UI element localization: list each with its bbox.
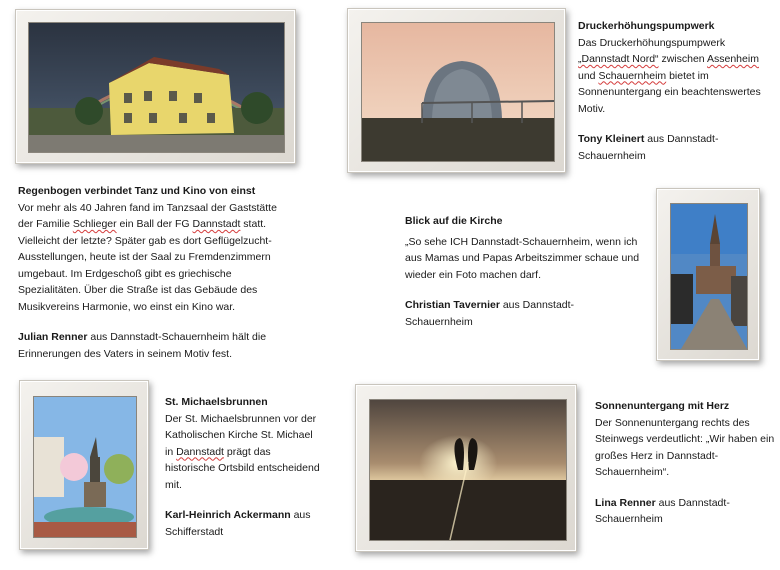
kirche-image bbox=[671, 204, 747, 349]
article-heading: Blick auf die Kirche bbox=[405, 215, 503, 227]
author-name: Tony Kleinert bbox=[578, 133, 645, 145]
author-name: Lina Renner bbox=[595, 496, 656, 509]
photo-pumpwerk bbox=[361, 22, 555, 162]
article-author: Tony Kleinert aus Dannstadt-Schauernheim bbox=[578, 133, 719, 162]
article-druckerhoehung bbox=[578, 18, 774, 164]
article-regenbogen bbox=[18, 183, 290, 362]
article-brunnen bbox=[165, 394, 323, 540]
article-body: Der Sonnenuntergang rechts des Steinwegs verdeutlicht: „Wir haben ein großes Herz in Dannstadt-Schauernheim“. bbox=[595, 416, 775, 478]
article-heading: Druckerhöhungspumpwerk bbox=[578, 20, 715, 32]
author-name: Julian Renner bbox=[18, 331, 88, 343]
article-heading: Regenbogen verbindet Tanz und Kino von einst bbox=[18, 185, 256, 197]
photo-frame-rainbow bbox=[15, 9, 296, 164]
article-herz bbox=[595, 398, 775, 528]
author-name: Karl-Heinrich Ackermann bbox=[165, 509, 291, 521]
photo-brunnen bbox=[33, 396, 137, 538]
photo-frame-brunnen bbox=[19, 380, 149, 550]
article-body: Das Druckerhöhungspumpwerk „Dannstadt Nord“ zwischen Assenheim und Schauernheim bietet im Sonnenuntergang ein beachtenswertes Motiv. bbox=[578, 36, 761, 115]
place-highlight: Dannstadt bbox=[192, 218, 241, 230]
article-body: Vor mehr als 40 Jahren fand im Tanzsaal der Gaststätte der Familie Schlieger ein Ball der FG Dannstadt statt. Vielleicht der letzte? Später gab es dort Geflügelzucht-Ausstellungen, heute ist der Saal zu Fremdenzimmern umgebaut. Im Erdgeschoß gibt es griechische Spezialitäten. Über die Straße ist das Gebäude des Musikvereins Harmonie, wo einst ein Kino war. bbox=[18, 201, 277, 313]
article-author: Julian Renner aus Dannstadt-Schauernheim hält die Erinnerungen des Vaters in seinem Motiv fest. bbox=[18, 331, 267, 360]
photo-rainbow-building bbox=[28, 22, 285, 153]
article-kirche bbox=[405, 213, 641, 330]
photo-frame-kirche bbox=[656, 188, 760, 361]
pumpwerk-image bbox=[362, 23, 554, 161]
brunnen-image bbox=[34, 397, 136, 537]
surname-highlight: Schlieger bbox=[72, 218, 117, 230]
article-author: Lina Renner aus Dannstadt-Schauernheim bbox=[595, 496, 730, 525]
author-name: Christian Tavernier bbox=[405, 299, 500, 311]
photo-kirche bbox=[670, 203, 748, 350]
photo-herz bbox=[369, 399, 567, 541]
article-body: Der St. Michaelsbrunnen vor der Katholischen Kirche St. Michael in Dannstadt prägt das historische Ortsbild entscheidend mit. bbox=[165, 412, 320, 491]
rainbow-building-image bbox=[29, 23, 284, 152]
photo-frame-pumpwerk bbox=[347, 8, 566, 173]
article-author: Karl-Heinrich Ackermann aus Schifferstadt bbox=[165, 509, 311, 538]
photo-frame-herz bbox=[355, 384, 577, 552]
article-heading: Sonnenuntergang mit Herz bbox=[595, 400, 730, 412]
article-author: Christian Tavernier aus Dannstadt-Schauernheim bbox=[405, 299, 575, 328]
herz-image bbox=[370, 400, 566, 540]
article-heading: St. Michaelsbrunnen bbox=[165, 396, 268, 408]
article-body: „So sehe ICH Dannstadt-Schauernheim, wenn ich aus Mamas und Papas Arbeitszimmer schaue und wieder ein Foto machen darf. bbox=[405, 235, 640, 281]
